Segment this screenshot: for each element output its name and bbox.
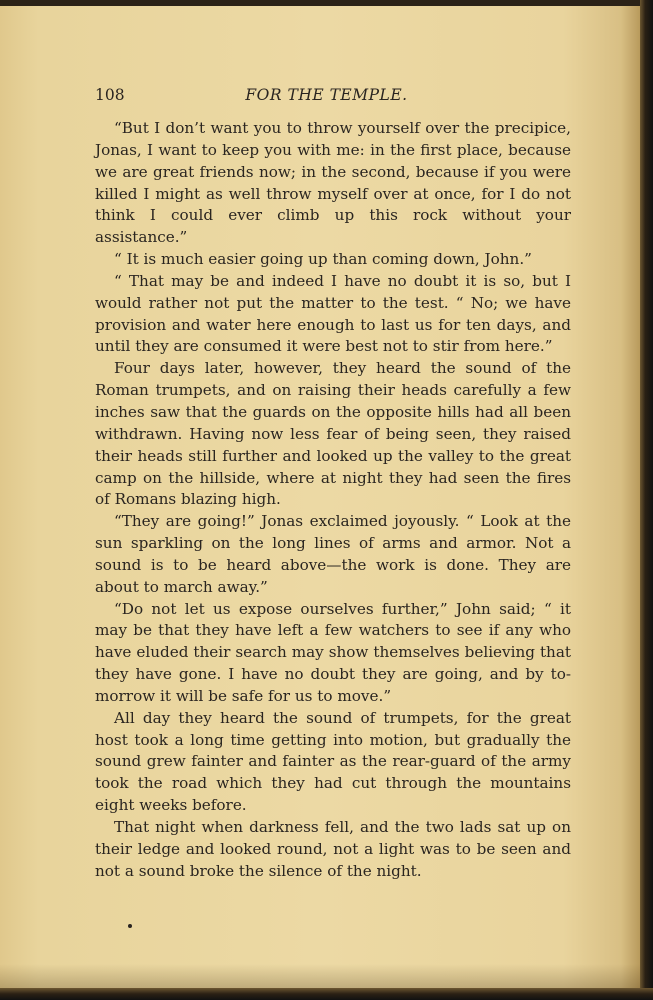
book-edge-bottom <box>0 988 653 1000</box>
paragraph: All day they heard the sound of trumpets, for the great host took a long time getting into motion, but gradually the sound grew fainter and fainter as the rear-guard of the army took the road which they had cut through the mountains eight weeks before. <box>95 708 571 815</box>
paragraph: “Do not let us expose ourselves further,” John said; “ it may be that they have left a few watchers to see if any who have eluded their search may show themselves believing that they have gone. I have no doubt they are going, and by to-morrow it will be safe for us to move.” <box>95 599 571 705</box>
page-number: 108 <box>95 86 125 104</box>
paragraph: “They are going!” Jonas exclaimed joyously. “ Look at the sun sparkling on the long lines of arms and armor. Not a sound is to be heard above—the work is done. They are about to march away.” <box>95 512 571 596</box>
paragraph: “ That may be and indeed I have no doubt it is so, but I would rather not put the matter to the test. “ No; we have provision and water here enough to last us for ten days, and until they are consumed it were best not to stir from here.” <box>95 271 571 356</box>
ink-speck <box>128 924 132 928</box>
paragraph: That night when darkness fell, and the two lads sat up on their ledge and looked round, not a light was to be seen and not a sound broke the silence of the night. <box>95 818 571 880</box>
paragraph: “ It is much easier going up than coming down, John.” <box>114 250 532 269</box>
paragraph: “But I don’t want you to throw yourself over the precipice, Jonas, I want to keep you with me: in the first place, because we are great friends now; in the second, because if you were killed I might as well throw myself over at once, for I do not think I could ever climb up this rock without your assistance.” <box>95 119 571 247</box>
paragraph: Four days later, however, they heard the sound of the Roman trumpets, and on raising their heads carefully a few inches saw that the guards on the opposite hills had all been withdrawn. Having now less fear of being seen, they raised their heads still further and looked up the valley to the great camp on the hillside, where at night they had seen the fires of Romans blazing high. <box>95 359 571 509</box>
body-text <box>95 118 571 883</box>
page-header <box>95 86 558 108</box>
running-title: FOR THE TEMPLE. <box>245 86 408 104</box>
book-edge-right <box>640 0 653 1000</box>
top-border <box>0 0 653 6</box>
